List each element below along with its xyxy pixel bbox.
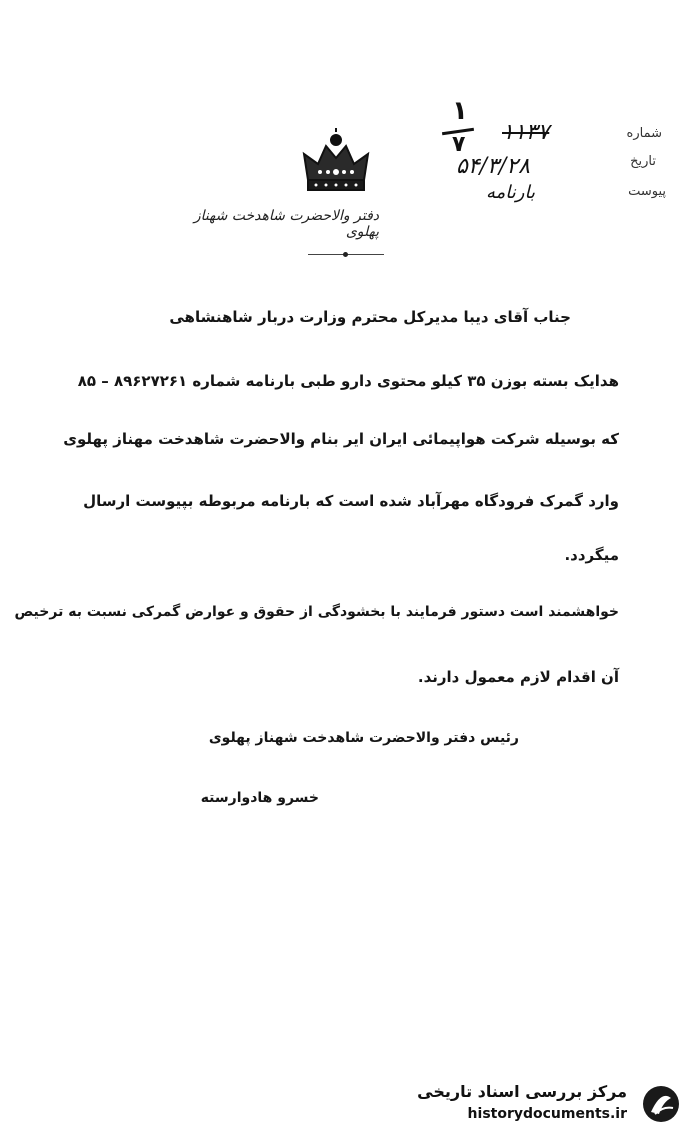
attachment-label: پیوست xyxy=(628,184,666,199)
archive-logo-icon xyxy=(641,1084,681,1124)
watermark-url: historydocuments.ir xyxy=(467,1106,627,1122)
body-line-4: میگردد. xyxy=(564,546,619,564)
body-line-3: وارد گمرک فرودگاه مهرآباد شده است که بارنامه مربوطه بپیوست ارسال xyxy=(83,492,619,510)
header-divider-dot xyxy=(343,252,348,257)
salutation: جناب آقای دیبا مدیرکل محترم وزارت دربار شاهنشاهی xyxy=(169,308,571,326)
request-line-1: خواهشمند است دستور فرمایند با بخشودگی از حقوق و عوارض گمرکی نسبت به ترخیص xyxy=(14,604,619,620)
date-label: تاریخ xyxy=(630,154,656,169)
body-line-2: که بوسیله شرکت هواپیمائی ایران ایر بنام والاحضرت شاهدخت مهناز پهلوی xyxy=(63,430,619,448)
header-meta xyxy=(440,96,670,226)
attachment-value: بارنامه xyxy=(486,182,535,203)
signature-title: رئیس دفتر والاحضرت شاهدخت شهناز پهلوی xyxy=(208,730,519,746)
fraction-top: ۱ xyxy=(452,96,468,126)
signature-name: خسرو هادوارسته xyxy=(200,790,319,806)
body-line-1: هدایک بسته بوزن ۳۵ کیلو محتوی دارو طبی بارنامه شماره ۸۹۶۲۷۲۶۱ – ۸۵ xyxy=(77,372,619,390)
office-name: دفتر والاحضرت شاهدخت شهناز پهلوی xyxy=(193,208,379,240)
request-line-2: آن اقدام لازم معمول دارند. xyxy=(417,668,619,686)
number-label: شماره xyxy=(626,126,662,141)
watermark xyxy=(405,1076,685,1132)
number-value: ۱۱۳۷ xyxy=(502,120,550,145)
date-value: ۵۴/۳/۲۸ xyxy=(456,154,530,179)
crown-crest-icon xyxy=(300,128,372,200)
fraction-bottom: ۷ xyxy=(452,132,466,157)
watermark-title: مرکز بررسی اسناد تاریخی xyxy=(417,1082,627,1101)
